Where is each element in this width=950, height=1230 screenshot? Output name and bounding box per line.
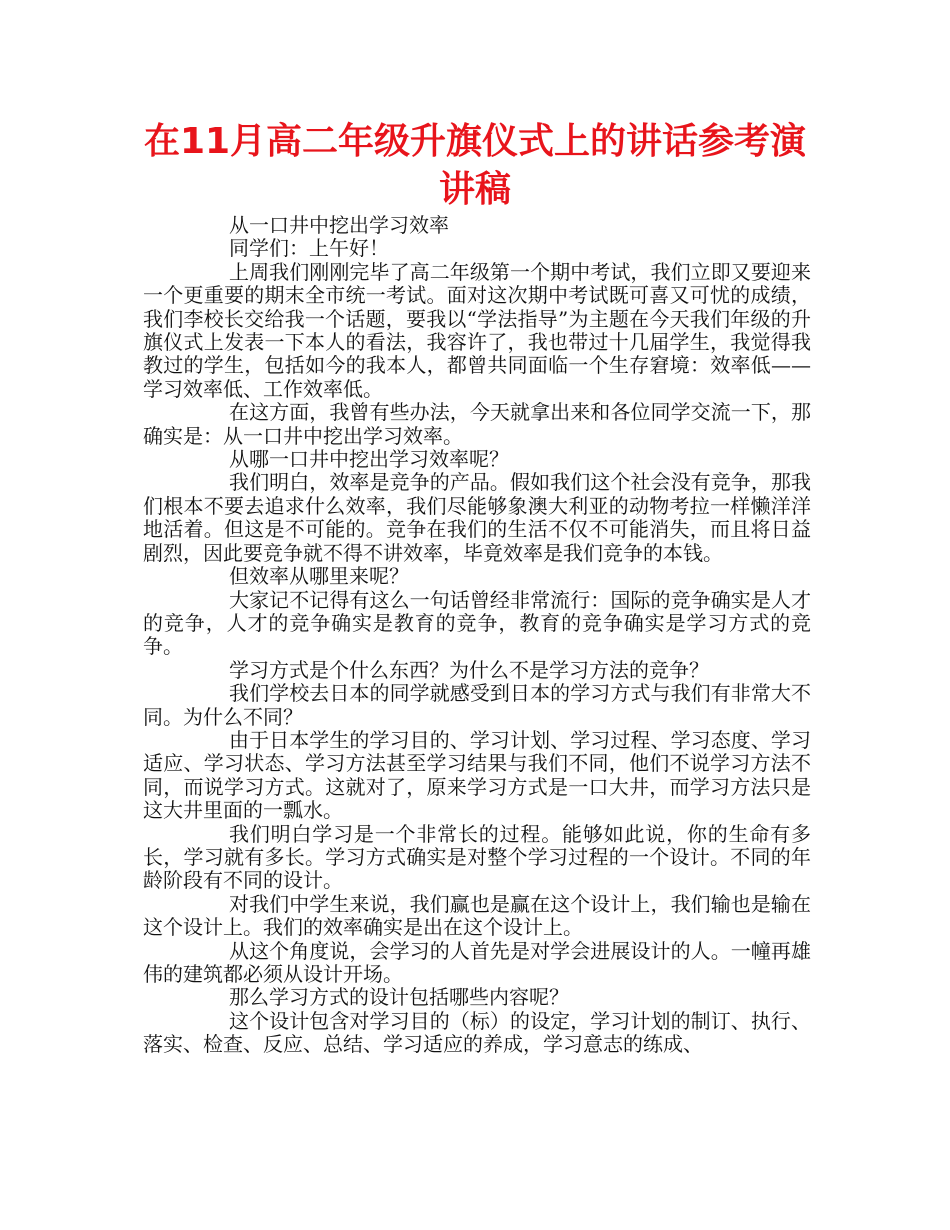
paragraph: 那么学习方式的设计包括哪些内容呢？ — [229, 985, 569, 1010]
paragraph: 上周我们刚刚完毕了高二年级第一个期中考试，我们立即又要迎来一个更重要的期末全市统一考试。面对这次期中考试既可喜又可忧的成绩，我们李校长交给我一个话题，要我以“学法指导”为主题在今天我们年级的升旗仪式上发表一下本人的看法，我容许了，我也带过十几届学生，我觉得我教过的学生，包括如今的我本人，都曾共同面临一个生存窘境：效率低——学习效率低、工作效率低。 — [143, 259, 811, 401]
paragraph: 大家记不记得有这么一句话曾经非常流行：国际的竞争确实是人才的竞争，人才的竞争确实是教育的竞争，教育的竞争确实是学习方式的竞争。 — [143, 587, 811, 659]
paragraph: 但效率从哪里来呢？ — [229, 564, 409, 589]
paragraph: 从这个角度说，会学习的人首先是对学会进展设计的人。一幢再雄伟的建筑都必须从设计开场。 — [143, 938, 811, 986]
paragraph: 学习方式是个什么东西？为什么不是学习方法的竞争？ — [229, 657, 709, 682]
paragraph: 我们学校去日本的同学就感受到日本的学习方式与我们有非常大不同。为什么不同？ — [143, 681, 811, 729]
paragraph: 我们明白学习是一个非常长的过程。能够如此说，你的生命有多长，学习就有多长。学习方式确实是对整个学习过程的一个设计。不同的年龄阶段有不同的设计。 — [143, 821, 811, 893]
paragraph: 对我们中学生来说，我们赢也是赢在这个设计上，我们输也是输在这个设计上。我们的效率确实是出在这个设计上。 — [143, 891, 811, 940]
paragraph: 我们明白，效率是竞争的产品。假如我们这个社会没有竞争，那我们根本不要去追求什么效率，我们尽能够象澳大利亚的动物考拉一样懒洋洋地活着。但这是不可能的。竞争在我们的生活不仅不可能消失，而且将日益剧烈，因此要竞争就不得不讲效率，毕竟效率是我们竞争的本钱。 — [143, 470, 811, 565]
paragraph: 由于日本学生的学习目的、学习计划、学习过程、学习态度、学习适应、学习状态、学习方法甚至学习结果与我们不同，他们不说学习方法不同，而说学习方式。这就对了，原来学习方式是一口大井，而学习方法只是这大井里面的一瓢水。 — [143, 727, 811, 823]
paragraph: 这个设计包含对学习目的（标）的设定，学习计划的制订、执行、落实、检查、反应、总结、学习适应的养成，学习意志的练成、 — [143, 1008, 811, 1057]
document-body — [143, 214, 811, 1057]
document-title: 在11月高二年级升旗仪式上的讲话参考演讲稿 — [143, 121, 807, 210]
paragraph: 同学们：上午好！ — [229, 236, 389, 261]
paragraph: 从一口井中挖出学习效率 — [229, 213, 449, 237]
paragraph: 在这方面，我曾有些办法，今天就拿出来和各位同学交流一下，那确实是：从一口井中挖出学习效率。 — [143, 400, 811, 448]
paragraph: 从哪一口井中挖出学习效率呢？ — [229, 447, 509, 472]
